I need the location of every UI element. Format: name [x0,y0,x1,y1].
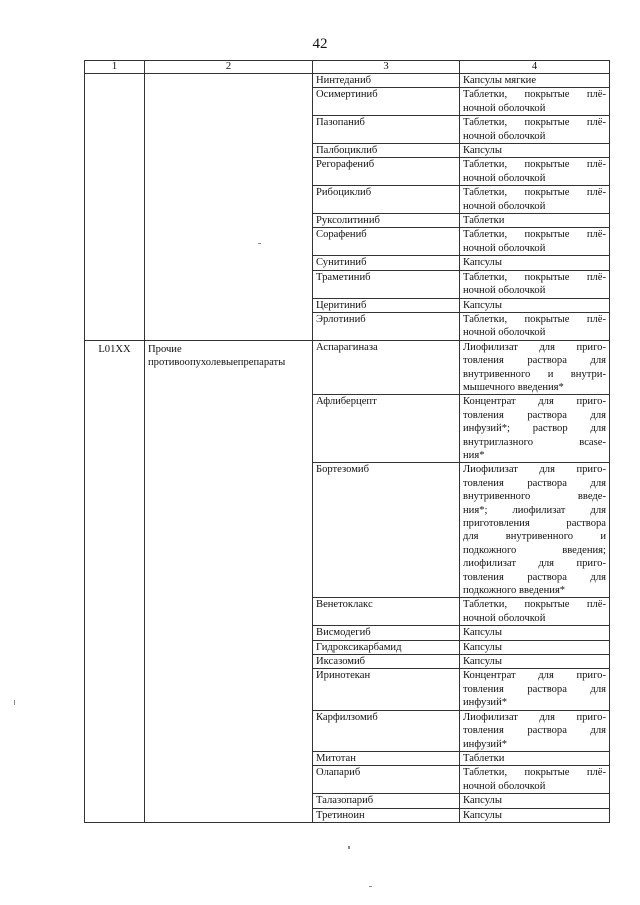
dosage-form-cell [460,144,610,158]
header-col-2: 2 [145,61,313,74]
dosage-form-cell [460,655,610,669]
drug-name-cell: Карфилзомиб [313,710,460,751]
drug-name-cell: Сорафениб [313,228,460,256]
dosage-form-line: товления раствора для [463,725,606,737]
dosage-form-line: Таблетки, покрытые плё- [463,599,606,611]
dosage-form-line: Лиофилизат для приго- [463,464,606,476]
dosage-form-cell [460,298,610,312]
page-number: 42 [312,36,328,52]
drug-name-cell: Висмодегиб [313,626,460,640]
drug-name-cell: Талазопариб [313,794,460,808]
dosage-form-cell [460,598,610,626]
dosage-form-cell [460,74,610,88]
dosage-form-cell [460,808,610,822]
dosage-form-line: ночной оболочкой [463,200,546,212]
dosage-form-cell [460,228,610,256]
drug-table [84,60,610,823]
dosage-form-line: ния* [463,449,485,461]
dosage-form-line: ночной оболочкой [463,130,546,142]
dosage-form-line: лиофилизат для приго- [463,558,606,570]
dosage-form-line: Концентрат для приго- [463,670,606,682]
dosage-form-line: Капсулы [463,299,502,311]
dosage-form-line: Таблетки, покрытые плё- [463,117,606,129]
dosage-form-line: Таблетки, покрытые плё- [463,767,606,779]
dosage-form-line: Капсулы [463,257,502,269]
dosage-form-line: ночной оболочкой [463,780,546,792]
table-row [85,74,610,88]
dosage-form-line: ния*; лиофилизат для [463,504,606,516]
drug-name-cell: Руксолитиниб [313,214,460,228]
dosage-form-line: Капсулы [463,656,502,668]
dosage-form-line: приготовления раствора [463,518,606,529]
group-name-cell [145,340,313,822]
drug-name-cell: Регорафениб [313,158,460,186]
dosage-form-line: подкожного введения* [463,585,566,597]
dosage-form-line: Капсулы [463,641,502,653]
dosage-form-cell [460,710,610,751]
dosage-form-line: инфузий*; раствор для [463,423,606,435]
dosage-form-line: ночной оболочкой [463,242,546,254]
dosage-form-cell [460,794,610,808]
drug-name-cell: Траметиниб [313,270,460,298]
dosage-form-cell [460,256,610,270]
drug-name-cell: Иксазомиб [313,655,460,669]
dosage-form-line: Капсулы [463,627,502,639]
dosage-form-cell [460,88,610,116]
dosage-form-line: товления раствора для [463,571,606,583]
drug-name-cell: Рибоциклиб [313,186,460,214]
dosage-form-line: инфузий* [463,697,508,709]
dosage-form-cell [460,214,610,228]
dosage-form-line: товления раствора для [463,477,606,489]
dosage-form-line: товления раствора для [463,355,606,367]
header-col-1: 1 [85,61,145,74]
dosage-form-line: внутривенного и внутри- [463,368,606,380]
drug-name-cell: Нинтеданиб [313,74,460,88]
dosage-form-cell [460,340,610,395]
dosage-form-line: ночной оболочкой [463,285,546,297]
drug-name-cell: Митотан [313,751,460,765]
dosage-form-line: Капсулы мягкие [463,75,537,86]
drug-name-cell: Бортезомиб [313,463,460,598]
drug-name-cell: Сунитиниб [313,256,460,270]
dosage-form-cell [460,116,610,144]
group-name-cell [145,74,313,341]
dosage-form-line: Таблетки, покрытые плё- [463,313,606,325]
drug-name-cell: Аспарагиназа [313,340,460,395]
table-header-row [85,61,610,74]
dosage-form-line: Лиофилизат для приго- [463,711,606,723]
dosage-form-line: Таблетки, покрытые плё- [463,187,606,199]
dosage-form-line: Таблетки, покрытые плё- [463,89,606,101]
table-row [85,340,610,395]
dosage-form-line: Капсулы [463,145,502,157]
drug-name-cell: Венетоклакс [313,598,460,626]
dosage-form-line: внутривенного введе- [463,491,606,503]
dosage-form-cell [460,270,610,298]
dosage-form-cell [460,158,610,186]
atc-code-cell [85,74,145,341]
dosage-form-cell [460,751,610,765]
atc-code-cell: L01XX [85,340,145,822]
dosage-form-cell [460,766,610,794]
dosage-form-line: Лиофилизат для приго- [463,341,606,353]
table-body [85,74,610,823]
drug-name-cell: Палбоциклиб [313,144,460,158]
dosage-form-line: инфузий* [463,738,508,750]
dosage-form-line: внутриглазного вcase- [463,436,606,448]
header-col-4: 4 [460,61,610,74]
dosage-form-cell [460,626,610,640]
drug-name-cell: Афлиберцепт [313,395,460,463]
dosage-form-line: Таблетки [463,752,505,764]
dosage-form-line: товления раствора для [463,683,606,695]
dosage-form-line: для внутривенного и [463,531,606,543]
scan-speck [14,700,15,705]
dosage-form-line: ночной оболочкой [463,102,546,114]
drug-name-cell: Гидроксикарбамид [313,640,460,654]
dosage-form-cell [460,669,610,710]
dosage-form-line: ночной оболочкой [463,612,546,624]
dosage-form-line: подкожного введения; [463,544,606,556]
drug-name-cell: Иринотекан [313,669,460,710]
dosage-form-cell [460,312,610,340]
dosage-form-cell [460,186,610,214]
drug-name-cell: Осимертиниб [313,88,460,116]
group-name-line: препараты [237,357,286,369]
dosage-form-cell [460,463,610,598]
dosage-form-line: Концентрат для приго- [463,396,606,408]
dosage-form-cell [460,395,610,463]
scan-speck [348,846,350,849]
dosage-form-line: товления раствора для [463,409,606,421]
dosage-form-line: мышечного введения* [463,381,564,393]
dosage-form-line: Таблетки, покрытые плё- [463,229,606,241]
scan-speck [258,243,261,244]
dosage-form-line: Капсулы [463,795,502,807]
dosage-form-line: Таблетки, покрытые плё- [463,271,606,283]
dosage-form-line: ночной оболочкой [463,172,546,184]
dosage-form-line: ночной оболочкой [463,327,546,339]
drug-name-cell: Третиноин [313,808,460,822]
dosage-form-line: Капсулы [463,809,502,821]
scan-speck [369,886,372,887]
dosage-form-line: Таблетки [463,215,505,227]
dosage-form-line: Таблетки, покрытые плё- [463,159,606,171]
header-col-3: 3 [313,61,460,74]
drug-name-cell: Церитиниб [313,298,460,312]
dosage-form-cell [460,640,610,654]
group-name-line: Прочие противоопухолевые [148,343,238,369]
drug-name-cell: Эрлотиниб [313,312,460,340]
drug-name-cell: Олапариб [313,766,460,794]
drug-name-cell: Пазопаниб [313,116,460,144]
